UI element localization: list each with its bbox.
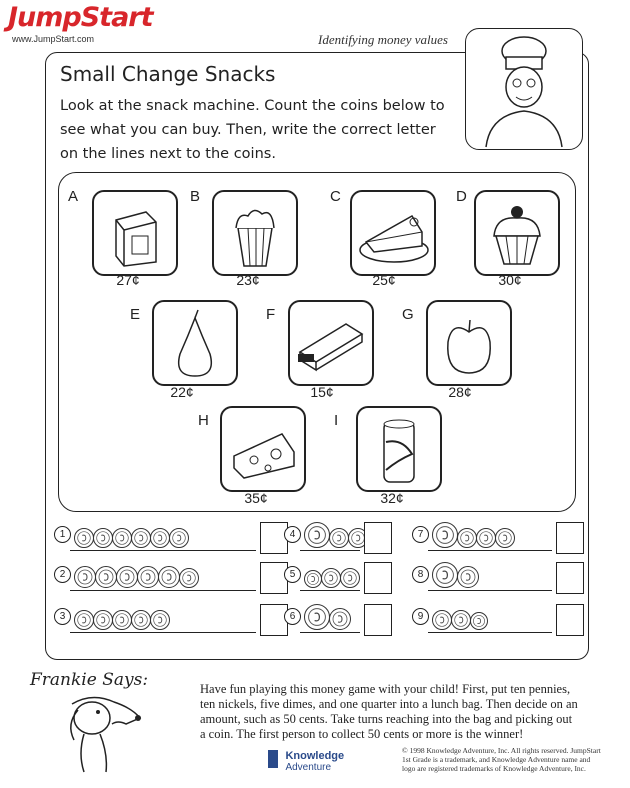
snack-item [92, 190, 178, 276]
copyright-notice: © 1998 Knowledge Adventure, Inc. All rights reserved. JumpStart 1st Grade is a trademark, and Knowledge Adventure name and logo are registered trademarks of Knowledge Adventure, Inc. [402, 746, 601, 773]
penny-coin-icon [93, 528, 113, 548]
problem-underline [300, 632, 360, 633]
soda-can-icon [358, 408, 440, 490]
worksheet-subtitle: Identifying money values [318, 32, 448, 47]
ka-logo-icon [268, 750, 278, 768]
frankie-says-label: Frankie Says: [30, 670, 149, 690]
problem-number: 4 [284, 526, 301, 543]
answer-box[interactable] [556, 562, 584, 594]
snack-price: 30¢ [498, 272, 522, 288]
problem-underline [300, 590, 360, 591]
quarter-coin-icon [432, 562, 458, 588]
problem-number: 7 [412, 526, 429, 543]
penny-coin-icon [74, 610, 94, 630]
answer-box[interactable] [556, 522, 584, 554]
snack-item [350, 190, 436, 276]
chef-icon [466, 29, 582, 149]
nickel-coin-icon [457, 566, 479, 588]
nickel-coin-icon [116, 566, 138, 588]
problem-underline [428, 550, 552, 551]
problem-underline [70, 590, 256, 591]
nickel-coin-icon [137, 566, 159, 588]
snack-letter: I [334, 412, 339, 429]
snack-price: 23¢ [236, 272, 260, 288]
snack-price: 28¢ [448, 384, 472, 400]
problem-number: 3 [54, 608, 71, 625]
penny-coin-icon [457, 528, 477, 548]
pear-icon [154, 302, 236, 384]
penny-coin-icon [451, 610, 471, 630]
tip-text: Have fun playing this money game with your child! First, put ten pennies, ten nickels, five dimes, and one quarter into a lunch bag. Then decide on an amount, such as 50 cents. Take turns reaching into the bag and picking out a coin. The first person to collect 50 cents or more is the winner! [200, 682, 578, 741]
snack-letter: H [198, 412, 209, 429]
knowledge-adventure-logo [268, 750, 344, 773]
penny-coin-icon [169, 528, 189, 548]
snack-price: 32¢ [380, 490, 404, 506]
penny-coin-icon [179, 568, 199, 588]
snack-item [426, 300, 512, 386]
answer-box[interactable] [364, 522, 392, 554]
chef-illustration [465, 28, 583, 150]
penny-coin-icon [112, 610, 132, 630]
problem-underline [428, 590, 552, 591]
snack-letter: B [190, 188, 201, 205]
problem-underline [70, 632, 256, 633]
snack-price: 35¢ [244, 490, 268, 506]
quarter-coin-icon [304, 604, 330, 630]
problem-underline [300, 550, 360, 551]
answer-box[interactable] [364, 562, 392, 594]
penny-coin-icon [93, 610, 113, 630]
problem-underline [70, 550, 256, 551]
snack-letter: D [456, 188, 467, 205]
problem-number: 5 [284, 566, 301, 583]
snack-price: 25¢ [372, 272, 396, 288]
penny-coin-icon [495, 528, 515, 548]
snack-price: 22¢ [170, 384, 194, 400]
penny-coin-icon [131, 610, 151, 630]
penny-coin-icon [432, 610, 452, 630]
dime-coin-icon [304, 570, 322, 588]
penny-coin-icon [131, 528, 151, 548]
penny-coin-icon [340, 568, 360, 588]
snack-letter: A [68, 188, 79, 205]
snack-item [152, 300, 238, 386]
cake-slice-icon [352, 192, 434, 274]
snack-item [212, 190, 298, 276]
nickel-coin-icon [95, 566, 117, 588]
penny-coin-icon [150, 610, 170, 630]
snack-item [220, 406, 306, 492]
penny-coin-icon [329, 528, 349, 548]
penny-coin-icon [74, 528, 94, 548]
popcorn-icon [214, 192, 296, 274]
ka-brand-line2: Adventure [285, 762, 332, 773]
dime-coin-icon [470, 612, 488, 630]
quarter-coin-icon [432, 522, 458, 548]
nickel-coin-icon [74, 566, 96, 588]
problem-underline [428, 632, 552, 633]
milk-carton-icon [94, 192, 176, 274]
candy-bar-icon [290, 302, 372, 384]
snack-item [288, 300, 374, 386]
snack-letter: G [402, 306, 414, 323]
snack-price: 15¢ [310, 384, 334, 400]
worksheet-title: Small Change Snacks [60, 62, 276, 86]
problem-number: 1 [54, 526, 71, 543]
snack-letter: C [330, 188, 341, 205]
answer-box[interactable] [364, 604, 392, 636]
snack-item [474, 190, 560, 276]
snack-price: 27¢ [116, 272, 140, 288]
penny-coin-icon [112, 528, 132, 548]
penny-coin-icon [476, 528, 496, 548]
problem-number: 9 [412, 608, 429, 625]
snack-letter: F [266, 306, 276, 323]
nickel-coin-icon [329, 608, 351, 630]
problem-number: 6 [284, 608, 301, 625]
apple-icon [428, 302, 510, 384]
snack-letter: E [130, 306, 141, 323]
answer-box[interactable] [556, 604, 584, 636]
cheese-icon [222, 408, 304, 490]
problem-number: 2 [54, 566, 71, 583]
penny-coin-icon [321, 568, 341, 588]
nickel-coin-icon [158, 566, 180, 588]
penny-coin-icon [150, 528, 170, 548]
problem-number: 8 [412, 566, 429, 583]
jumpstart-logo: JumpStart [8, 2, 153, 33]
quarter-coin-icon [304, 522, 330, 548]
logo-url: www.JumpStart.com [12, 34, 95, 44]
snack-item [356, 406, 442, 492]
ka-brand-line1: Knowledge [285, 750, 345, 762]
worksheet-instructions: Look at the snack machine. Count the coins below to see what you can buy. Then, write the correct letter on the lines next to the coins. [60, 98, 445, 162]
cupcake-icon [476, 192, 558, 274]
